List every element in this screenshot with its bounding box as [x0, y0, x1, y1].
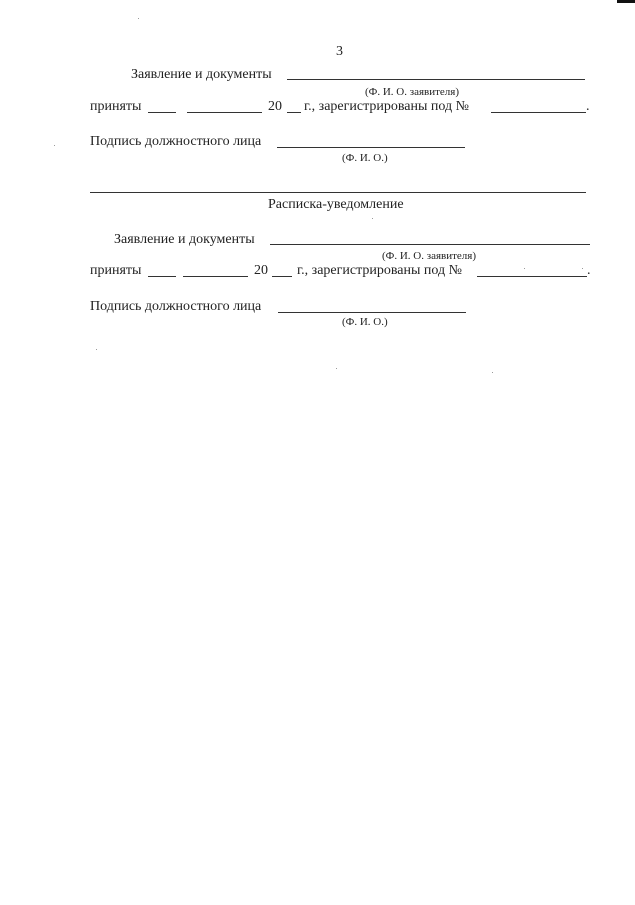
- s2-accepted-label: приняты: [90, 263, 142, 278]
- s1-day-field[interactable]: [148, 112, 176, 113]
- s2-registration-number-field[interactable]: [477, 276, 587, 277]
- s1-signature-label: Подпись должностного лица: [90, 134, 262, 149]
- s2-official-caption: (Ф. И. О.): [342, 316, 388, 328]
- s2-applicant-name-field[interactable]: [270, 244, 590, 245]
- scan-speck: [54, 145, 55, 146]
- scan-speck: [492, 372, 493, 373]
- s2-applicant-caption: (Ф. И. О. заявителя): [382, 250, 477, 262]
- scan-speck: [372, 218, 373, 219]
- s1-year-field[interactable]: [287, 112, 301, 113]
- s2-statement-label: Заявление и документы: [114, 232, 255, 247]
- receipt-title: Расписка-уведомление: [268, 197, 404, 212]
- s2-day-field[interactable]: [148, 276, 176, 277]
- s1-official-caption: (Ф. И. О.): [342, 152, 388, 164]
- s2-year-field[interactable]: [272, 276, 292, 277]
- s1-period: .: [586, 99, 590, 114]
- s1-statement-label: Заявление и документы: [131, 67, 272, 82]
- page-number: 3: [336, 44, 343, 59]
- s2-year-prefix: 20: [254, 263, 268, 278]
- scan-speck: [138, 18, 139, 19]
- s1-registered-label: г., зарегистрированы под №: [304, 99, 469, 114]
- s1-accepted-label: приняты: [90, 99, 142, 114]
- s2-official-signature-field[interactable]: [278, 312, 466, 313]
- s2-signature-label: Подпись должностного лица: [90, 299, 262, 314]
- s1-registration-number-field[interactable]: [491, 112, 586, 113]
- s1-official-signature-field[interactable]: [277, 147, 465, 148]
- scan-speck: [524, 268, 525, 269]
- s1-month-field[interactable]: [187, 112, 262, 113]
- s1-applicant-name-field[interactable]: [287, 79, 585, 80]
- s2-period: .: [587, 263, 591, 278]
- s2-registered-label: г., зарегистрированы под №: [297, 263, 462, 278]
- scan-edge-mark: [617, 0, 635, 3]
- s1-applicant-caption: (Ф. И. О. заявителя): [365, 86, 460, 98]
- scan-speck: [96, 349, 97, 350]
- s2-month-field[interactable]: [183, 276, 248, 277]
- s1-year-prefix: 20: [268, 99, 282, 114]
- section-separator: [90, 192, 586, 193]
- scan-speck: [582, 268, 583, 269]
- scan-speck: [336, 368, 337, 369]
